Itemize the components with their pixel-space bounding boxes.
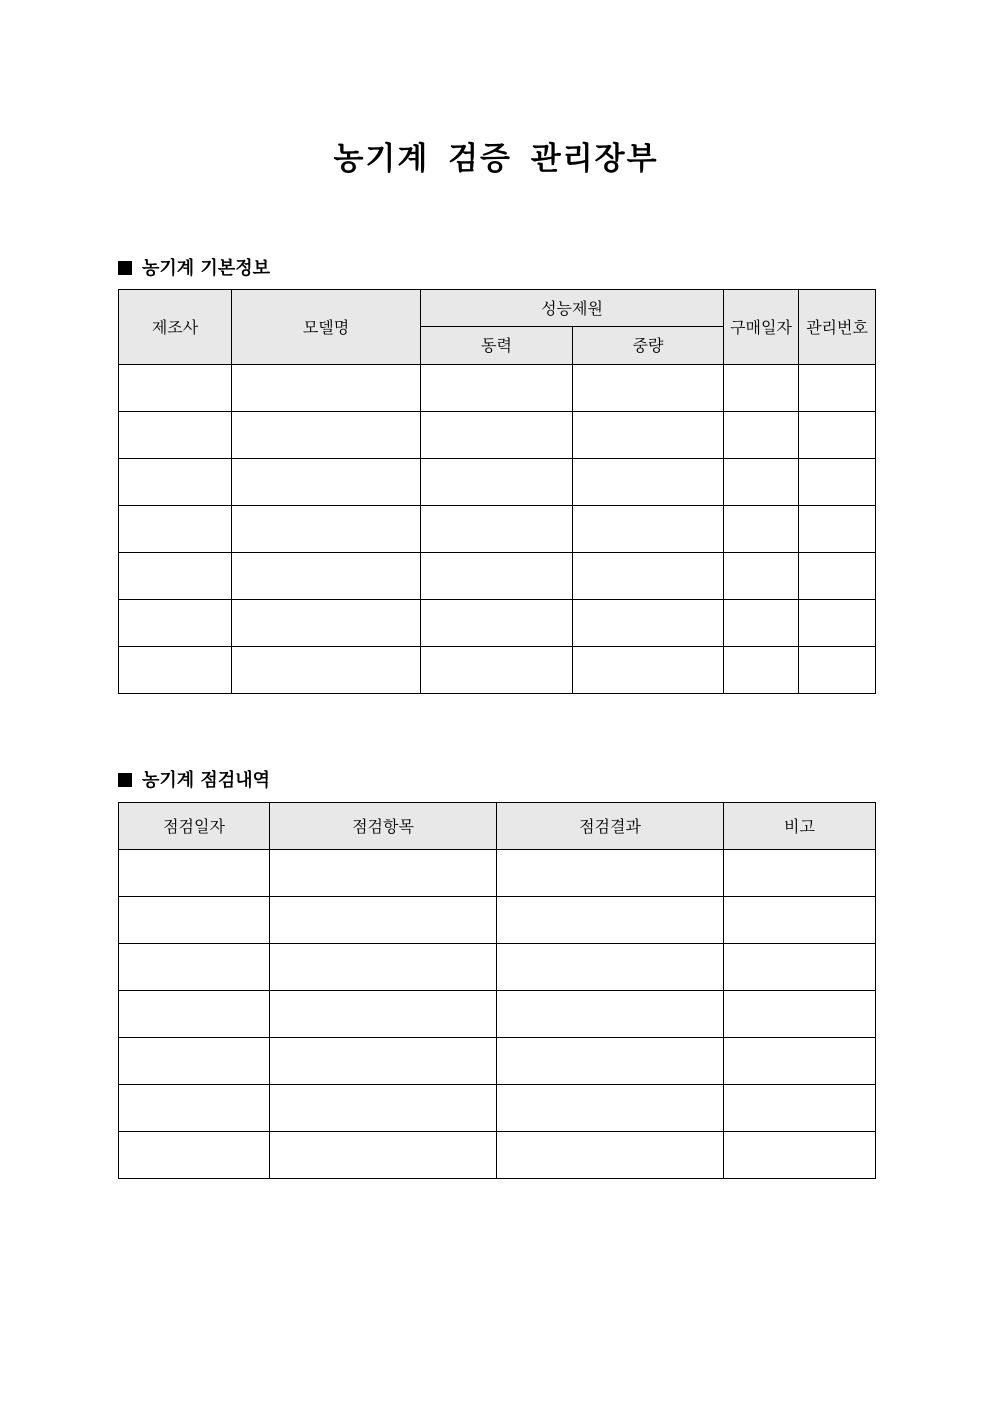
table-cell[interactable] <box>573 365 724 412</box>
table-cell[interactable] <box>119 647 232 694</box>
table-cell[interactable] <box>799 365 876 412</box>
table-cell[interactable] <box>119 412 232 459</box>
square-bullet-icon <box>118 261 132 275</box>
table-cell[interactable] <box>270 850 497 897</box>
table-cell[interactable] <box>119 991 270 1038</box>
table-cell[interactable] <box>270 1085 497 1132</box>
table-row <box>119 897 876 944</box>
table-cell[interactable] <box>270 1132 497 1179</box>
header-mgmt-no: 관리번호 <box>799 290 876 365</box>
table-cell[interactable] <box>497 1132 724 1179</box>
table-cell[interactable] <box>724 553 799 600</box>
table-cell[interactable] <box>421 553 573 600</box>
document-title: 농기계 검증 관리장부 <box>333 141 659 177</box>
table-cell[interactable] <box>497 1085 724 1132</box>
table-row <box>119 1132 876 1179</box>
section-heading-basic-info <box>118 254 270 280</box>
table-cell[interactable] <box>232 459 421 506</box>
table-cell[interactable] <box>270 991 497 1038</box>
table-cell[interactable] <box>119 897 270 944</box>
table-cell[interactable] <box>119 850 270 897</box>
table-row <box>119 944 876 991</box>
table-row <box>119 553 876 600</box>
table-cell[interactable] <box>724 459 799 506</box>
table-cell[interactable] <box>724 991 876 1038</box>
table-cell[interactable] <box>724 647 799 694</box>
table-cell[interactable] <box>421 600 573 647</box>
table-cell[interactable] <box>119 365 232 412</box>
table-cell[interactable] <box>119 459 232 506</box>
header-remarks: 비고 <box>724 803 876 850</box>
table-cell[interactable] <box>799 412 876 459</box>
table-cell[interactable] <box>573 412 724 459</box>
table-cell[interactable] <box>573 647 724 694</box>
table-cell[interactable] <box>799 553 876 600</box>
table-cell[interactable] <box>270 897 497 944</box>
header-purchase-date: 구매일자 <box>724 290 799 365</box>
section-heading-inspection <box>118 766 270 792</box>
table-row <box>119 647 876 694</box>
header-inspection-item: 점검항목 <box>270 803 497 850</box>
table-cell[interactable] <box>724 412 799 459</box>
table-cell[interactable] <box>119 944 270 991</box>
table-cell[interactable] <box>421 365 573 412</box>
table-cell[interactable] <box>232 506 421 553</box>
table-cell[interactable] <box>232 365 421 412</box>
table-row <box>119 365 876 412</box>
table-cell[interactable] <box>421 647 573 694</box>
table-cell[interactable] <box>573 506 724 553</box>
table-cell[interactable] <box>232 553 421 600</box>
table-cell[interactable] <box>724 1132 876 1179</box>
table-cell[interactable] <box>421 412 573 459</box>
table-cell[interactable] <box>799 647 876 694</box>
inspection-table <box>118 802 876 1179</box>
basic-info-table <box>118 289 876 694</box>
table-cell[interactable] <box>270 1038 497 1085</box>
table-cell[interactable] <box>421 506 573 553</box>
table-cell[interactable] <box>119 506 232 553</box>
table-row <box>119 412 876 459</box>
table-cell[interactable] <box>724 897 876 944</box>
table-cell[interactable] <box>573 459 724 506</box>
table-cell[interactable] <box>497 991 724 1038</box>
table-cell[interactable] <box>724 600 799 647</box>
table-cell[interactable] <box>573 553 724 600</box>
table-cell[interactable] <box>119 1085 270 1132</box>
table-cell[interactable] <box>119 1038 270 1085</box>
header-performance: 성능제원 <box>421 290 724 327</box>
table-cell[interactable] <box>232 647 421 694</box>
table-row <box>119 850 876 897</box>
table-cell[interactable] <box>799 506 876 553</box>
section-heading-label: 농기계 기본정보 <box>142 258 270 279</box>
table-row <box>119 1038 876 1085</box>
table-row <box>119 1085 876 1132</box>
table-cell[interactable] <box>497 897 724 944</box>
table-cell[interactable] <box>724 850 876 897</box>
table-cell[interactable] <box>497 850 724 897</box>
header-power: 동력 <box>421 327 573 365</box>
table-cell[interactable] <box>497 1038 724 1085</box>
table-cell[interactable] <box>573 600 724 647</box>
table-cell[interactable] <box>421 459 573 506</box>
header-inspection-date: 점검일자 <box>119 803 270 850</box>
table-cell[interactable] <box>119 1132 270 1179</box>
table-row <box>119 459 876 506</box>
table-cell[interactable] <box>232 412 421 459</box>
table-cell[interactable] <box>497 944 724 991</box>
table-cell[interactable] <box>232 600 421 647</box>
table-cell[interactable] <box>724 506 799 553</box>
table-cell[interactable] <box>724 1038 876 1085</box>
table-cell[interactable] <box>270 944 497 991</box>
table-cell[interactable] <box>799 600 876 647</box>
header-manufacturer: 제조사 <box>119 290 232 365</box>
header-model: 모델명 <box>232 290 421 365</box>
table-row <box>119 991 876 1038</box>
table-row <box>119 506 876 553</box>
table-row <box>119 600 876 647</box>
section-heading-label: 농기계 점검내역 <box>142 770 270 791</box>
table-cell[interactable] <box>724 944 876 991</box>
table-cell[interactable] <box>119 553 232 600</box>
table-cell[interactable] <box>799 459 876 506</box>
square-bullet-icon <box>118 773 132 787</box>
table-cell[interactable] <box>119 600 232 647</box>
table-cell[interactable] <box>724 1085 876 1132</box>
header-weight: 중량 <box>573 327 724 365</box>
header-inspection-result: 점검결과 <box>497 803 724 850</box>
table-cell[interactable] <box>724 365 799 412</box>
